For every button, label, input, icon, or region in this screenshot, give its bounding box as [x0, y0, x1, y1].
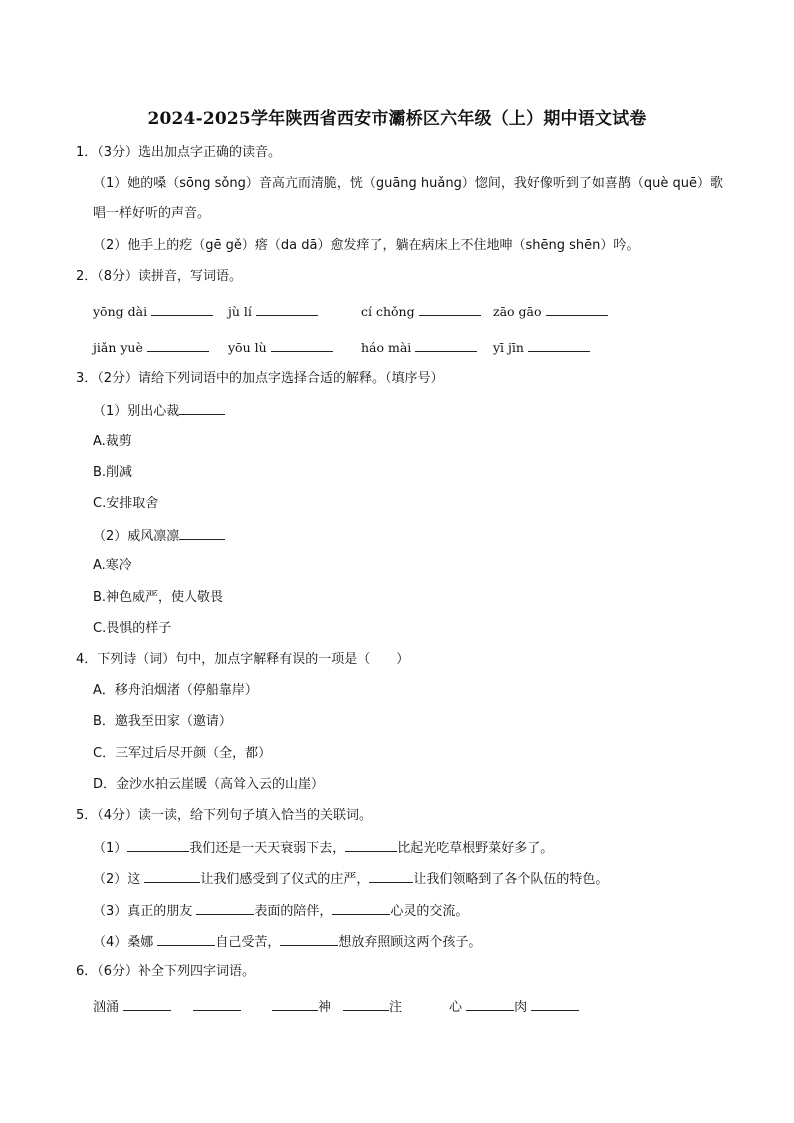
option-item: B.神色威严，使人敬畏 — [93, 590, 224, 605]
pinyin-item: háo mài — [361, 338, 477, 357]
answer-blank[interactable] — [151, 302, 213, 316]
answer-blank[interactable] — [193, 997, 241, 1017]
option-item: A.裁剪 — [93, 434, 132, 449]
pinyin-item: cí chǒng — [361, 302, 481, 321]
answer-blank[interactable] — [123, 997, 171, 1011]
question-6-stem: 6．（6分）补全下列四字词语。 — [76, 964, 256, 979]
idiom-item: 汹涌 — [93, 997, 171, 1017]
question-1-sub-1-line-1: （1）她的嗓（sōng sǒng）音高亢而清脆，恍（guāng huǎng）惚间，我好像听到了如喜鹊（què quē）歌 — [93, 176, 723, 191]
option-item: D．金沙水拍云崖暖（高耸入云的山崖） — [93, 777, 325, 792]
answer-blank[interactable] — [332, 901, 390, 915]
answer-blank[interactable] — [280, 932, 338, 946]
answer-blank[interactable] — [345, 838, 397, 852]
answer-blank[interactable] — [196, 901, 254, 915]
option-item: C.安排取舍 — [93, 496, 159, 511]
answer-blank[interactable] — [256, 302, 318, 316]
question-3-stem: 3．（2分）请给下列词语中的加点字选择合适的解释。（填序号） — [76, 371, 444, 386]
page-title: 2024-2025学年陕西省西安市灞桥区六年级（上）期中语文试卷 — [147, 109, 647, 129]
question-1-sub-2: （2）他手上的疙（gē gě）瘩（da dā）愈发痒了，躺在病床上不住地呻（shēng shēn）吟。 — [93, 238, 640, 253]
question-3-part-2: （2）威风凛凛 — [93, 526, 225, 546]
answer-blank[interactable] — [144, 869, 200, 883]
question-1-stem: 1．（3分）选出加点字正确的读音。 — [76, 145, 282, 160]
pinyin-item: yōu lù — [228, 338, 333, 357]
idiom-item: 神 — [272, 997, 331, 1017]
question-5-stem: 5．（4分）读一读，给下列句子填入恰当的关联词。 — [76, 808, 373, 823]
pinyin-item: zāo gāo — [493, 302, 608, 321]
answer-blank[interactable] — [179, 526, 225, 540]
answer-blank[interactable] — [343, 997, 389, 1011]
answer-blank[interactable] — [466, 997, 514, 1011]
answer-blank[interactable] — [157, 932, 215, 946]
option-item: B．邀我至田家（邀请） — [93, 714, 232, 729]
option-item: C.畏惧的样子 — [93, 621, 172, 636]
question-1-sub-1-line-2: 唱一样好听的声音。 — [93, 206, 211, 221]
answer-blank[interactable] — [147, 338, 209, 352]
answer-blank[interactable] — [272, 997, 318, 1011]
answer-blank[interactable] — [546, 302, 608, 316]
question-2-stem: 2．（8分）读拼音，写词语。 — [76, 269, 243, 284]
pinyin-item: yī jīn — [493, 338, 590, 357]
answer-blank[interactable] — [419, 302, 481, 316]
question-3-part-1: （1）别出心裁 — [93, 401, 225, 421]
pinyin-item: jù lí — [228, 302, 318, 321]
pinyin-item: jiǎn yuè — [93, 338, 209, 357]
question-5-line-2: （2）这 让我们感受到了仪式的庄严， 让我们领略到了各个队伍的特色。 — [93, 869, 608, 889]
idiom-item: 心 肉 — [449, 997, 579, 1017]
option-item: A．移舟泊烟渚（停船靠岸） — [93, 683, 258, 698]
option-item: A.寒冷 — [93, 558, 132, 573]
question-5-line-4: （4）桑娜 自己受苦， 想放弃照顾这两个孩子。 — [93, 932, 481, 952]
question-4-stem: 4．下列诗（词）句中，加点字解释有误的一项是（ ） — [76, 652, 410, 667]
answer-blank[interactable] — [531, 997, 579, 1011]
answer-blank[interactable] — [127, 838, 189, 852]
answer-blank[interactable] — [179, 401, 225, 415]
answer-blank[interactable] — [528, 338, 590, 352]
idiom-item: 注 — [343, 997, 402, 1017]
question-5-line-3: （3）真正的朋友 表面的陪伴， 心灵的交流。 — [93, 901, 468, 921]
option-item: C．三军过后尽开颜（全，都） — [93, 746, 272, 761]
option-item: B.削减 — [93, 465, 133, 480]
answer-blank[interactable] — [369, 869, 413, 883]
pinyin-item: yōng dài — [93, 302, 213, 321]
answer-blank[interactable] — [415, 338, 477, 352]
question-5-line-1: （1） 我们还是一天天衰弱下去， 比起光吃草根野菜好多了。 — [93, 838, 553, 858]
answer-blank[interactable] — [271, 338, 333, 352]
